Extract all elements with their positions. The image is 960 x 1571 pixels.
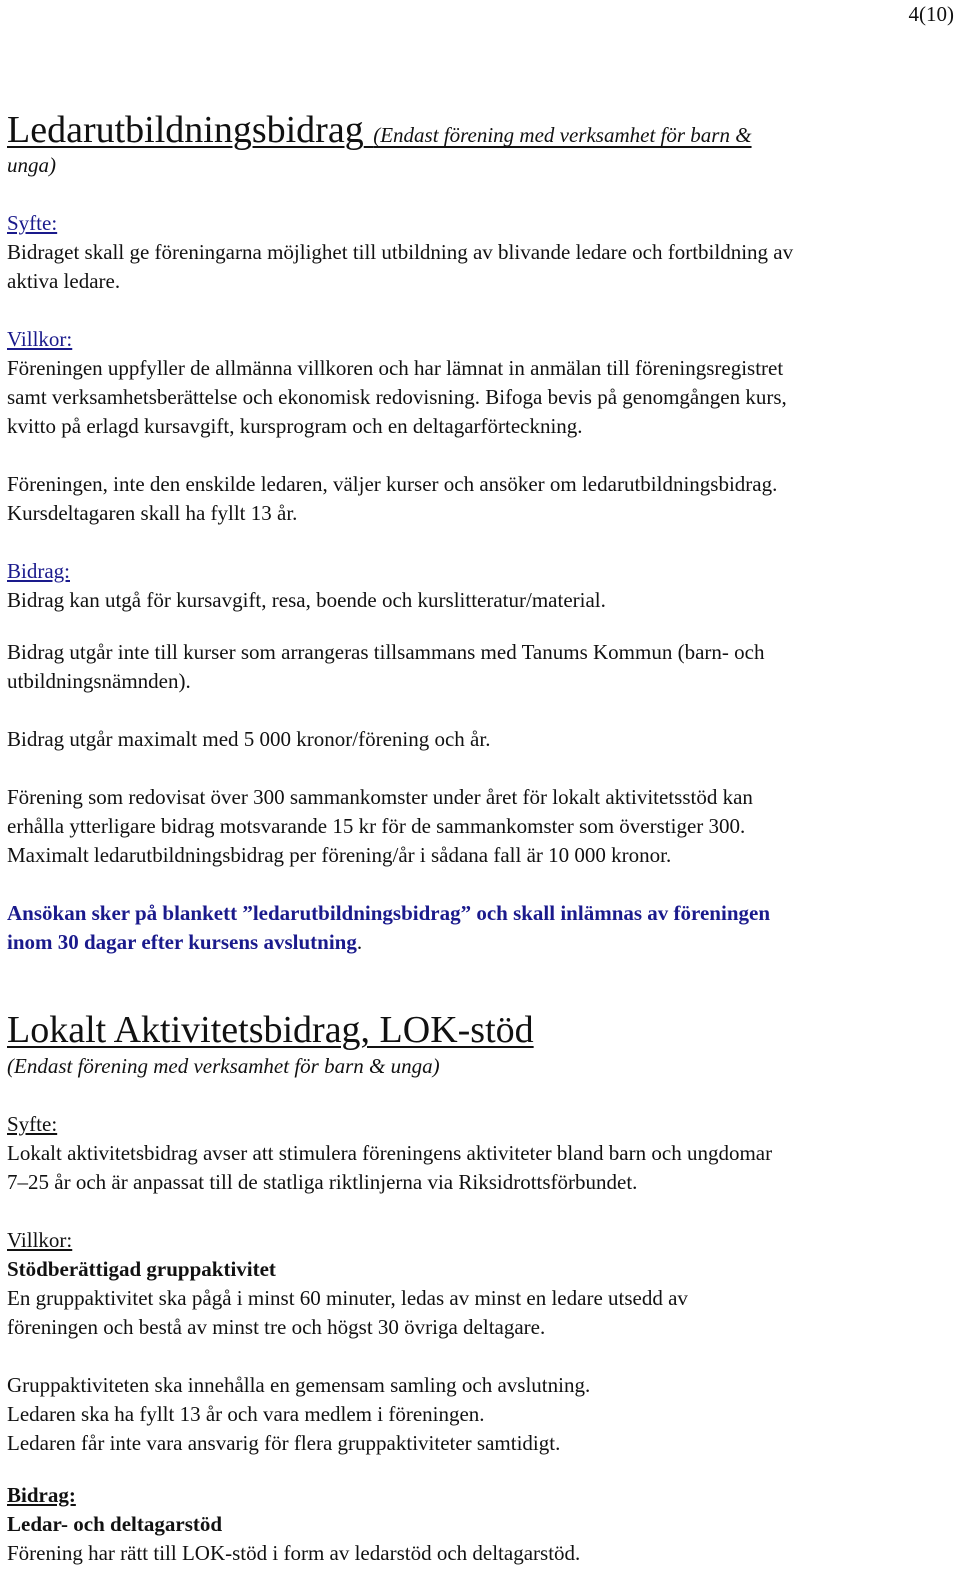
syfte-text-line: 7–25 år och är anpassat till de statliga riktlinjerna via Riksidrottsförbundet. xyxy=(7,1170,638,1194)
section-title-text: Ledarutbildningsbidrag xyxy=(7,109,364,151)
bidrag-para4-line: Maximalt ledarutbildningsbidrag per förening/år i sådana fall är 10 000 kronor. xyxy=(7,843,672,867)
bidrag-para4-line: erhålla ytterligare bidrag motsvarande 15 kr för de sammankomster som överstiger 300. xyxy=(7,814,746,838)
villkor-text-line: samt verksamhetsberättelse och ekonomisk redovisning. Bifoga bevis på genomgången kurs, xyxy=(7,385,787,409)
section-subtitle: (Endast förening med verksamhet för barn & unga) xyxy=(7,1054,440,1078)
bidrag-para3-line: Bidrag utgår maximalt med 5 000 kronor/förening och år. xyxy=(7,727,491,751)
ansokan-end: . xyxy=(356,930,363,954)
villkor-para2-line: Gruppaktiviteten ska innehålla en gemensam samling och avslutning. xyxy=(7,1373,591,1397)
bidrag-para2-line: Bidrag utgår inte till kurser som arrangeras tillsammans med Tanums Kommun (barn- och xyxy=(7,640,765,664)
bidrag-para2-line: utbildningsnämnden). xyxy=(7,669,191,693)
syfte-text-line: Bidraget skall ge föreningarna möjlighet till utbildning av blivande ledare och fortbildning av xyxy=(7,240,794,264)
syfte-text-line: aktiva ledare. xyxy=(7,269,121,293)
page-number: 4(10) xyxy=(908,2,954,26)
bidrag-label: Bidrag: xyxy=(7,1483,76,1507)
section-title-note-cont: unga) xyxy=(7,153,56,177)
ansokan-line: Ansökan sker på blankett ”ledarutbildningsbidrag” och skall inlämnas av föreningen xyxy=(7,901,770,925)
section-title-ledarutbildningsbidrag xyxy=(7,108,752,157)
section-title-lok-stod: Lokalt Aktivitetsbidrag, LOK-stöd xyxy=(7,1009,534,1051)
syfte-text-line: Lokalt aktivitetsbidrag avser att stimulera föreningens aktiviteter bland barn och ungdomar xyxy=(7,1141,773,1165)
villkor-text-line: Föreningen uppfyller de allmänna villkoren och har lämnat in anmälan till föreningsregistret xyxy=(7,356,784,380)
bidrag-label: Bidrag: xyxy=(7,559,70,583)
villkor-label: Villkor: xyxy=(7,327,73,351)
villkor-text-line: En gruppaktivitet ska pågå i minst 60 minuter, ledas av minst en ledare utsedd av xyxy=(7,1286,688,1310)
section-title-note: (Endast förening med verksamhet för barn & xyxy=(373,123,752,147)
villkor-text-line: föreningen och bestå av minst tre och högst 30 övriga deltagare. xyxy=(7,1315,546,1339)
villkor-para2-line: Ledaren ska ha fyllt 13 år och vara medlem i föreningen. xyxy=(7,1402,485,1426)
ansokan-line: inom 30 dagar efter kursens avslutning xyxy=(7,930,357,954)
villkor-para2-line: Kursdeltagaren skall ha fyllt 13 år. xyxy=(7,501,298,525)
villkor-subhead: Stödberättigad gruppaktivitet xyxy=(7,1257,276,1281)
villkor-para2-line: Ledaren får inte vara ansvarig för flera gruppaktiviteter samtidigt. xyxy=(7,1431,561,1455)
bidrag-subhead: Ledar- och deltagarstöd xyxy=(7,1512,223,1536)
ansokan-line-wrap xyxy=(7,928,362,957)
villkor-text-line: kvitto på erlagd kursavgift, kursprogram och en deltagarförteckning. xyxy=(7,414,583,438)
villkor-para2-line: Föreningen, inte den enskilde ledaren, väljer kurser och ansöker om ledarutbildningsbidrag. xyxy=(7,472,778,496)
bidrag-text-line: Förening har rätt till LOK-stöd i form av ledarstöd och deltagarstöd. xyxy=(7,1541,581,1565)
bidrag-text-line: Bidrag kan utgå för kursavgift, resa, boende och kurslitteratur/material. xyxy=(7,588,606,612)
syfte-label: Syfte: xyxy=(7,1112,58,1136)
syfte-label: Syfte: xyxy=(7,211,58,235)
bidrag-para4-line: Förening som redovisat över 300 sammankomster under året för lokalt aktivitetsstöd kan xyxy=(7,785,753,809)
villkor-label: Villkor: xyxy=(7,1228,73,1252)
